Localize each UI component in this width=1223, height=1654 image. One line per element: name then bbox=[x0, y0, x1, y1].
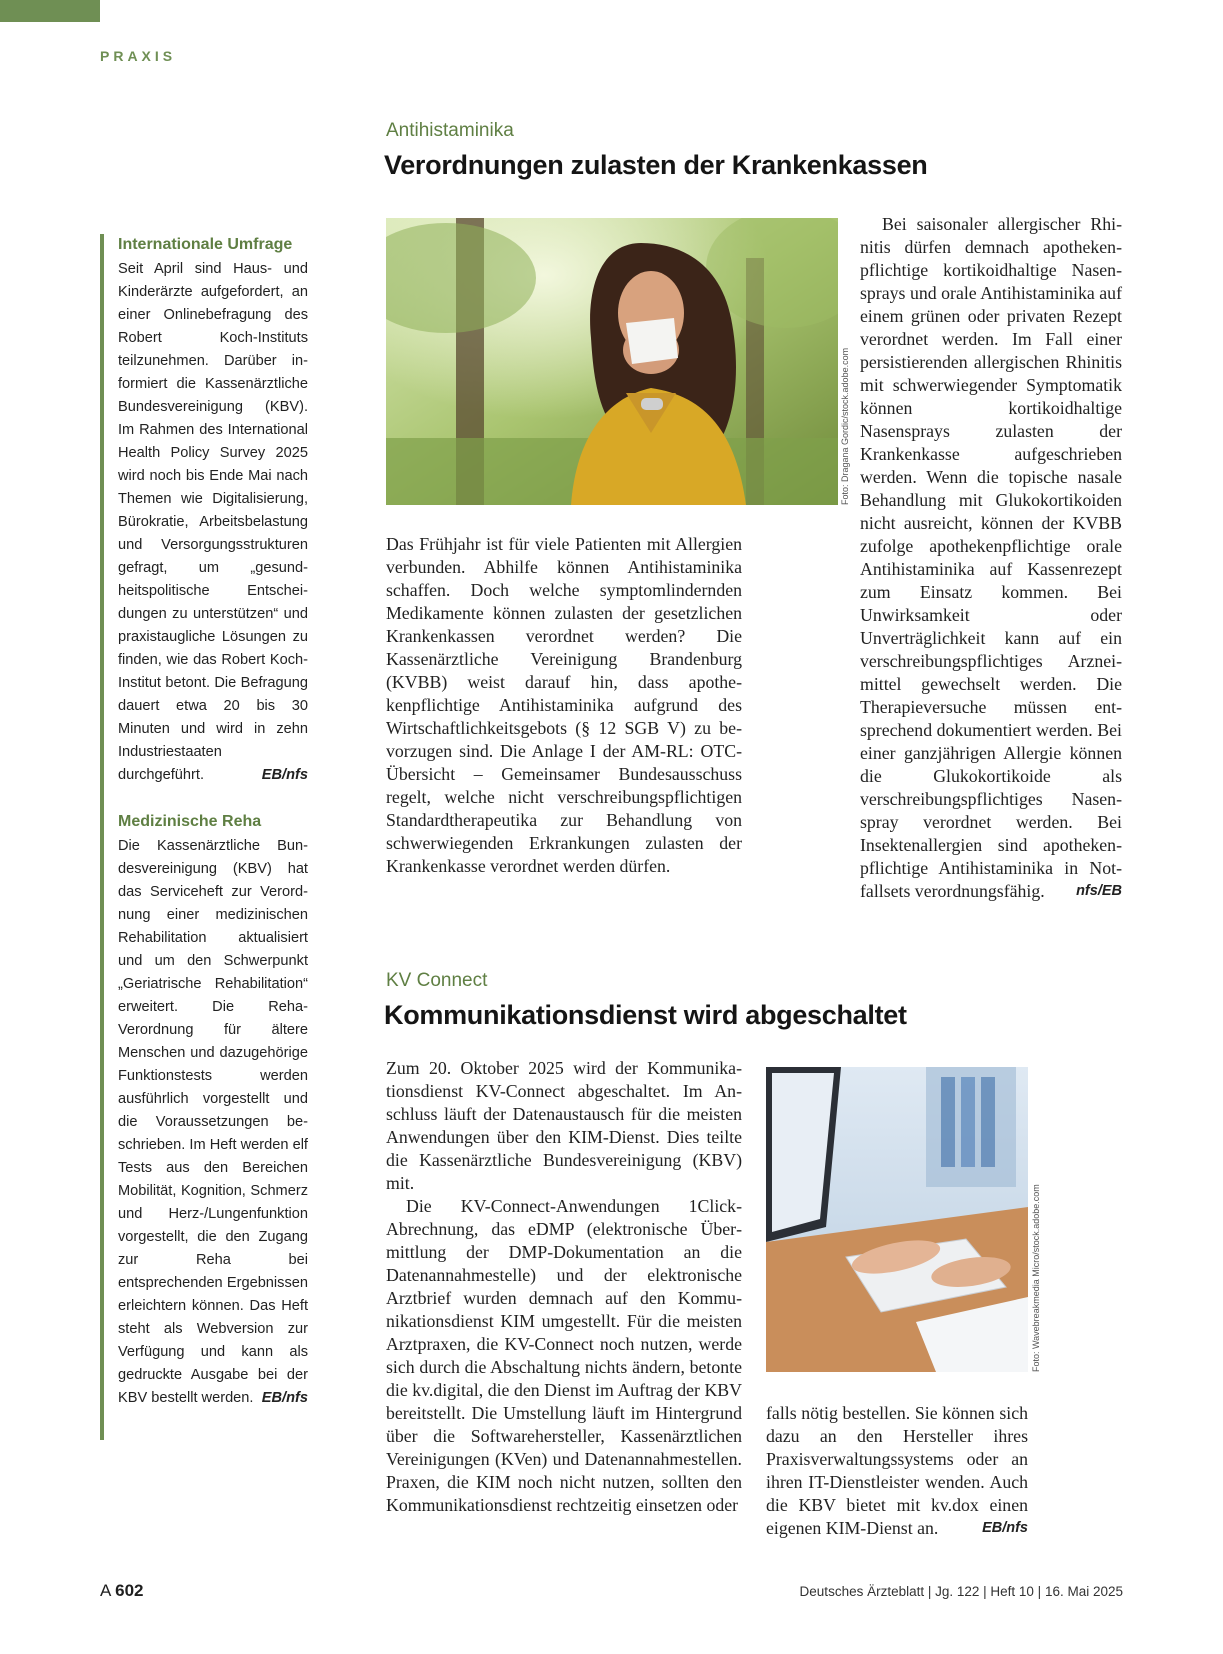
article-paragraph: Zum 20. Oktober 2025 wird der Kommunikationsdienst KV-Connect abgeschaltet. Im Anschluss läuft der Datenaustausch für die meisten Anwendungen über den KIM-Dienst. Dies teilte die Kassenärztliche Bundesvereinigung (KBV) mit. bbox=[386, 1058, 742, 1193]
article-column bbox=[766, 1402, 1028, 1540]
article-paragraph: Das Frühjahr ist für viele Patienten mit Allergien verbunden. Abhilfe können Antihistaminika schaffen. Doch welche symptomlindernden Medikamente können zulasten der gesetzlichen Krankenkassen verordnet werden? Die Kassenärztliche Vereinigung Brandenburg (KVBB) weist darauf hin, dass apothekenpflichtige Antihistaminika aufgrund des Wirtschaftlichkeitsgebots (§ 12 SGB V) zu bevorzugen sind. Die Anlage I der AM-RL: OTC-Übersicht – Gemeinsamer Bundesausschuss regelt, welche nicht verschreibungspflichtigen Standardtherapeutika zur Behandlung von schwerwiegenden Erkrankungen zulasten der Krankenkasse verordnet werden dürfen. bbox=[386, 534, 742, 876]
sidebar-box-body: Die Kassenärztliche Bundesvereinigung (KBV) hat das Serviceheft zur Verordnung einer medizinischen Rehabilitation aktualisiert und um den Schwerpunkt „Geriatrische Rehabilitation“ erweitert. Die Reha-Verordnung für ältere Menschen und dazugehörige Funktionstests werden ausführlich vorgestellt und die Voraussetzungen beschrieben. Im Heft werden elf Tests aus den Bereichen Mobilität, Kognition, Schmerz und Herz-/Lungenfunktion vorgestellt, die den Zugang zur Reha bei entsprechenden Ergebnissen erleichtern können. Das Heft steht als Webversion zur Verfügung und kann als gedruckte Ausgabe bei der KBV bestellt werden. bbox=[118, 838, 308, 1406]
sidebar-box-text bbox=[118, 835, 308, 1410]
article-photo-computer bbox=[766, 1067, 1028, 1372]
sidebar-box-title: Medizinische Reha bbox=[118, 813, 262, 830]
article-paragraph bbox=[766, 1402, 1028, 1540]
article-headline: Kommunikationsdienst wird abgeschaltet bbox=[384, 1000, 907, 1030]
section-color-bar bbox=[0, 0, 100, 22]
article-column bbox=[386, 533, 742, 878]
sidebar-box-survey bbox=[118, 234, 308, 787]
journal-meta: Deutsches Ärzteblatt | Jg. 122 | Heft 10 | 16. Mai 2025 bbox=[799, 1584, 1123, 1599]
author-credit: EB/nfs bbox=[982, 1520, 1028, 1536]
article-paragraph bbox=[860, 213, 1122, 903]
author-credit: nfs/EB bbox=[1076, 883, 1122, 899]
section-label: PRAXIS bbox=[100, 48, 177, 64]
sidebar-box-title: Internationale Umfrage bbox=[118, 236, 293, 253]
sidebar-box-reha bbox=[118, 811, 308, 1410]
sidebar-box-text bbox=[118, 258, 308, 787]
article-photo-allergy bbox=[386, 218, 838, 505]
sidebar-box-body: Seit April sind Haus- und Kinderärzte aufgefordert, an einer Onlinebefragung des Robert Koch-Instituts teilzunehmen. Darüber informiert die Kassenärztliche Bundesvereinigung (KBV). Im Rahmen des International Health Policy Survey 2025 wird noch bis Ende Mai nach Themen wie Digitalisierung, Bürokratie, Arbeitsbelastung und Versorgungsstrukturen gefragt, um „gesundheitspolitische Entscheidungen zu unterstützen“ und praxistaugliche Lösungen zu finden, wie das Robert Koch-Institut betont. Die Befragung dauert etwa 20 bis 30 Minuten und wird in zehn Industriestaaten durchgeführt. bbox=[118, 261, 308, 783]
typing-keyboard-image bbox=[766, 1067, 1028, 1372]
article-kicker: KV Connect bbox=[386, 970, 488, 991]
page-prefix: A bbox=[100, 1581, 111, 1600]
photo-credit: Foto: Wavebreakmedia Micro/stock.adobe.com bbox=[1031, 1184, 1041, 1372]
page-number-value: 602 bbox=[115, 1581, 144, 1600]
article-paragraph-text: falls nötig bestellen. Sie können sich dazu an den Hersteller ihres Praxisverwaltungssystems oder an ihren IT-Dienstleister wenden. Auch die KBV bietet mit kv.dox einen eigenen KIM-Dienst an. bbox=[766, 1403, 1028, 1538]
article-kicker: Antihistaminika bbox=[386, 120, 514, 141]
article-column bbox=[860, 213, 1122, 903]
woman-sneezing-image bbox=[386, 218, 838, 505]
article-paragraph-text: Bei saisonaler allergischer Rhinitis dürfen demnach apothekenpflichtige kortikoidhaltige Nasensprays und orale Antihistaminika auf einem grünen oder privaten Rezept verordnet werden. Im Fall einer persistierenden allergischen Rhinitis mit schwerwiegender Symptomatik können kortikoidhaltige Nasensprays zulasten der Krankenkasse aufgeschrieben werden. Wenn die topische nasale Behandlung mit Glukokortikoiden nicht ausreicht, können der KVBB zufolge apothekenpflichtige orale Antihistaminika auf Kassenrezept zum Einsatz kommen. Bei Unwirksamkeit oder Unverträglichkeit kann auf ein verschreibungspflichtiges Arzneimittel gewechselt werden. Die Therapieversuche müssen entsprechend dokumentiert werden. Bei einer ganzjährigen Allergie können die Glukokortikoide als verschreibungspflichtiges Nasenspray verordnet werden. Bei Insektenallergien sind apothekenpflichtige Antihistaminika in Notfallsets verordnungsfähig. bbox=[860, 214, 1122, 901]
author-credit: EB/nfs bbox=[261, 1390, 308, 1406]
article-headline: Verordnungen zulasten der Krankenkassen bbox=[384, 150, 928, 180]
sidebar bbox=[100, 234, 308, 1440]
article-paragraph: Die KV-Connect-Anwendungen 1Click-Abrechnung, das eDMP (elektronische Übermittlung der DMP-Dokumentation an die Datenannahmestelle) und der elektronische Arztbrief wurden demnach auf den Kommunikationsdienst KIM umgestellt. Für die meisten Arztpraxen, die KV-Connect noch nutzen, werde sich durch die Abschaltung nichts ändern, betonte die kv.digital, die den Dienst im Auftrag der KBV bereitstellt. Die Umstellung läuft im Hintergrund über die Softwarehersteller, Kassenärztlichen Vereinigungen (KVen) und Datenannahmestellen. Praxen, die KIM noch nicht nutzen, sollten den Kommunikationsdienst rechtzeitig einsetzen oder bbox=[386, 1196, 742, 1515]
author-credit: EB/nfs bbox=[261, 767, 308, 783]
article-column bbox=[386, 1057, 742, 1517]
photo-credit: Foto: Dragana Gordic/stock.adobe.com bbox=[840, 347, 850, 505]
page-number bbox=[100, 1581, 144, 1601]
